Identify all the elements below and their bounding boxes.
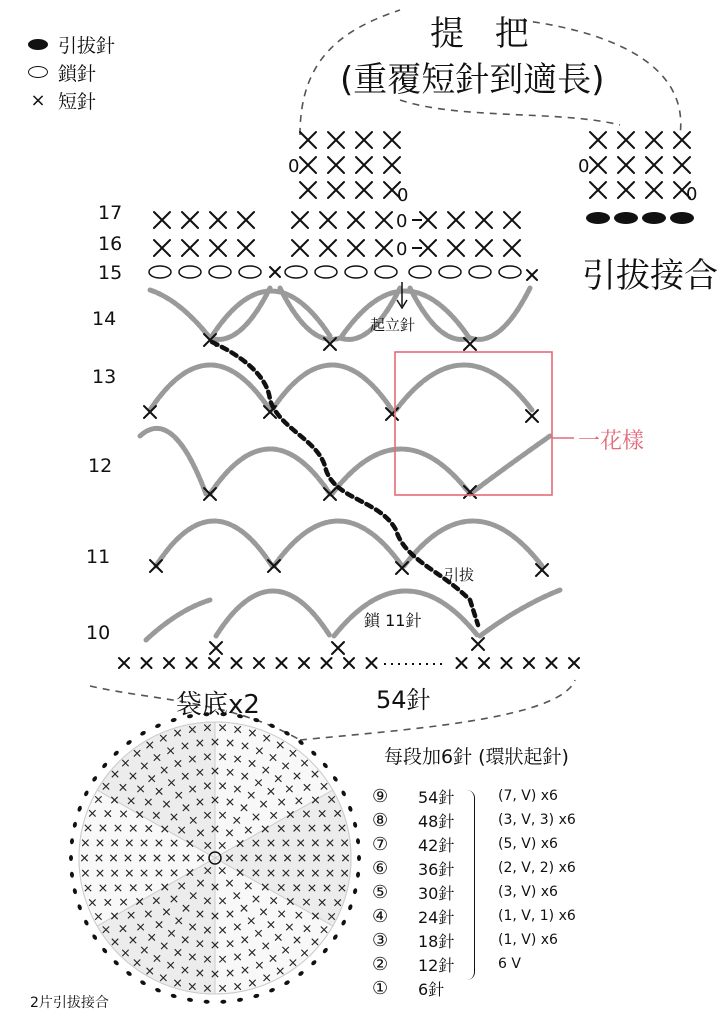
sc-mark	[504, 240, 520, 256]
filled-oval-icon	[28, 39, 48, 50]
sc-mark	[187, 658, 197, 668]
sc-mark	[674, 157, 690, 173]
round-count: 30針	[418, 883, 455, 903]
slip-join-mark	[253, 993, 260, 999]
chain-arc	[480, 590, 560, 636]
chain-arc	[332, 449, 470, 494]
guide-mid	[400, 100, 620, 125]
round-rule: (3, V, 3) x6	[498, 812, 576, 828]
chain-oval	[209, 266, 231, 278]
chain-arc	[274, 521, 402, 566]
slip-join-mark	[356, 838, 361, 844]
sc-mark	[210, 642, 222, 654]
sc-mark	[384, 157, 400, 173]
chain-arc	[470, 288, 530, 339]
zero-marker: 0	[288, 156, 300, 177]
slip-join-mark	[310, 750, 317, 757]
slip-join-mark	[220, 1000, 226, 1004]
slip-join-mark	[125, 739, 132, 746]
slip-join-mark	[77, 805, 83, 812]
slip-join-mark	[72, 821, 77, 828]
round-count: 42針	[418, 835, 455, 855]
sc-mark	[448, 212, 464, 228]
sc-mark	[154, 240, 170, 256]
chain-arc	[272, 365, 392, 410]
cross-icon: ×	[30, 89, 46, 111]
zero-marker: 0	[397, 185, 409, 206]
round-count: 36針	[418, 859, 455, 879]
row-number: 13	[92, 366, 117, 388]
round-number: ⑨	[372, 785, 389, 807]
sc-mark	[154, 212, 170, 228]
sc-mark	[674, 132, 690, 148]
sc-mark	[119, 658, 129, 668]
round-rule: (2, V, 2) x6	[498, 860, 576, 876]
sc-mark	[618, 157, 634, 173]
slip-join-mark	[91, 934, 98, 941]
chain-arc	[150, 290, 210, 338]
chain-arc	[156, 521, 272, 566]
sc-mark	[420, 212, 436, 228]
base-circle	[69, 712, 361, 1004]
sc-mark	[618, 132, 634, 148]
slip-join-mark	[332, 775, 339, 782]
chain-oval	[345, 266, 367, 278]
sc-mark	[356, 157, 372, 173]
sc-mark	[646, 157, 662, 173]
round-rule: 6 V	[498, 956, 521, 972]
round-count: 24針	[418, 907, 455, 927]
sc-mark	[590, 157, 606, 173]
sc-mark	[646, 182, 662, 198]
slip-join-mark	[356, 872, 361, 878]
slip-join-mark	[347, 904, 353, 911]
sc-mark	[420, 240, 436, 256]
sc-mark	[328, 132, 344, 148]
chain-arc	[210, 288, 270, 339]
slip-join-mark	[113, 750, 120, 757]
row-number: 10	[86, 622, 111, 644]
slip-join-mark	[352, 888, 357, 895]
slip-join-mark	[297, 970, 304, 977]
round-count: 48針	[418, 811, 455, 831]
sc-mark	[569, 658, 579, 668]
slip-join-mark	[101, 947, 108, 954]
chain-arcs	[140, 288, 560, 640]
slip-join-mark	[187, 997, 194, 1002]
handle-title: 提 把	[430, 14, 539, 54]
slip-oval	[670, 212, 694, 224]
slip-join-mark	[268, 987, 275, 993]
sc-mark	[238, 240, 254, 256]
chain-oval	[285, 266, 307, 278]
sc-mark	[299, 658, 309, 668]
sc-mark	[479, 658, 489, 668]
base-join-note: 2片引拔接合	[30, 995, 109, 1011]
round-number: ④	[372, 905, 389, 927]
sc-mark	[292, 212, 308, 228]
chain-oval	[439, 266, 461, 278]
sc-mark	[209, 658, 219, 668]
sc-mark	[384, 132, 400, 148]
chain-oval	[315, 266, 337, 278]
legend-label: 引拔針	[58, 34, 116, 57]
legend-item-chain	[28, 58, 115, 86]
slip-join-mark	[322, 947, 329, 954]
slip-join-mark	[154, 723, 161, 729]
slip-join-mark	[91, 775, 98, 782]
slip-join-mark	[83, 919, 89, 926]
slip-join-mark	[139, 730, 146, 736]
sc-mark	[320, 240, 336, 256]
sc-mark	[504, 212, 520, 228]
sc-mark	[646, 132, 662, 148]
round-brace	[464, 790, 475, 980]
chain-oval	[149, 266, 171, 278]
legend-label: 短針	[58, 90, 97, 113]
sc-mark	[502, 658, 512, 668]
sc-mark	[476, 212, 492, 228]
slip-join-mark	[341, 790, 347, 797]
round-rule: (1, V, 1) x6	[498, 908, 576, 924]
row-number: 11	[86, 546, 111, 568]
round-number: ⑦	[372, 833, 389, 855]
round-number: ③	[372, 929, 389, 951]
pattern-repeat-label: 一花樣	[578, 429, 645, 454]
sc-mark	[527, 270, 537, 280]
sc-mark	[618, 182, 634, 198]
slip-join-mark	[125, 970, 132, 977]
guide-base-right	[300, 680, 575, 740]
sc-mark	[182, 212, 198, 228]
slip-join-mark	[72, 888, 77, 895]
sc-mark	[254, 658, 264, 668]
sc-mark	[232, 658, 242, 668]
handle-subtitle: (重覆短針到適長)	[340, 60, 605, 100]
slip-join-mark	[357, 855, 361, 861]
chain-arc	[396, 365, 532, 410]
round-rule: (5, V) x6	[498, 836, 558, 852]
chain-oval	[239, 266, 261, 278]
zero-marker: 0	[578, 156, 590, 177]
sc-mark	[164, 658, 174, 668]
sc-mark	[348, 240, 364, 256]
sc-mark	[210, 212, 226, 228]
round-count: 54針	[418, 787, 455, 807]
row-number: 16	[98, 233, 123, 255]
chain-arc	[140, 428, 206, 494]
sc-mark	[356, 132, 372, 148]
chain-oval	[179, 266, 201, 278]
sc-mark	[344, 658, 354, 668]
row-number: 14	[92, 308, 117, 330]
sc-mark	[238, 212, 254, 228]
chain-oval	[409, 266, 431, 278]
sc-mark	[332, 642, 344, 654]
chain-oval	[375, 266, 397, 278]
pattern-repeat-box	[395, 352, 552, 495]
round-rule: (1, V) x6	[498, 932, 558, 948]
sc-mark	[300, 157, 316, 173]
sc-mark	[457, 658, 467, 668]
sc-mark	[367, 658, 377, 668]
sc-mark	[322, 658, 332, 668]
round-number: ②	[372, 953, 389, 975]
slip-join-mark	[113, 959, 120, 966]
round-count: 6針	[418, 979, 445, 999]
legend-label: 鎖針	[58, 62, 97, 85]
slip-oval	[586, 212, 610, 224]
sc-mark	[142, 658, 152, 668]
slip-join-mark	[310, 959, 317, 966]
sc-mark	[270, 267, 280, 277]
slip-oval	[614, 212, 638, 224]
sc-mark	[328, 182, 344, 198]
row-number: 17	[98, 202, 123, 224]
sc-mark	[376, 212, 392, 228]
base-method: 每段加6針 (環狀起針)	[384, 746, 569, 768]
sc-mark	[182, 240, 198, 256]
sc-mark	[300, 132, 316, 148]
slip-join-mark	[332, 934, 339, 941]
sc-mark	[472, 638, 484, 650]
slip-join-mark	[101, 762, 108, 769]
round-number: ⑤	[372, 881, 389, 903]
sc-mark	[590, 182, 606, 198]
slip-join-mark	[154, 987, 161, 993]
slip-join-mark	[139, 979, 146, 985]
zero-marker: 0	[686, 184, 698, 205]
slip-join-mark	[352, 821, 357, 828]
zero-marker: 0	[396, 211, 408, 232]
sc-mark	[448, 240, 464, 256]
round-number: ⑧	[372, 809, 389, 831]
chain-oval	[499, 266, 521, 278]
open-oval-icon	[28, 66, 48, 78]
chain-arc	[210, 449, 330, 494]
zero-marker: 0	[396, 239, 408, 260]
sc-mark	[590, 132, 606, 148]
sc-mark	[328, 157, 344, 173]
slip-join-mark	[70, 872, 75, 878]
round-rule: (3, V) x6	[498, 884, 558, 900]
foundation-count: 54針	[376, 686, 431, 714]
slip-join-mark	[204, 1000, 210, 1004]
slip-join-mark	[268, 723, 275, 729]
sc-mark	[348, 212, 364, 228]
round-rule: (7, V) x6	[498, 788, 558, 804]
sc-mark	[210, 240, 226, 256]
chain-label: 鎖 11針	[364, 611, 422, 630]
chain-arc	[216, 591, 330, 636]
chain-arc	[150, 365, 270, 410]
slip-join-mark	[77, 904, 83, 911]
round-number: ⑥	[372, 857, 389, 879]
chain-oval	[469, 266, 491, 278]
round-count: 12針	[418, 955, 455, 975]
sc-mark	[524, 658, 534, 668]
slip-oval	[642, 212, 666, 224]
chain-arc	[146, 600, 210, 640]
legend-item-single	[28, 86, 115, 114]
chain-arc	[212, 291, 330, 336]
sc-mark	[277, 658, 287, 668]
legend-item-slip	[28, 30, 115, 58]
slip-join-mark	[341, 919, 347, 926]
slip-join-mark	[237, 997, 244, 1002]
sc-mark	[292, 240, 308, 256]
sc-mark	[356, 182, 372, 198]
start-label: 起立針	[370, 316, 416, 334]
slip-join-mark	[283, 979, 290, 985]
slip-join-mark	[69, 855, 73, 861]
sc-mark	[547, 658, 557, 668]
row-number: 15	[98, 262, 123, 284]
slip-label: 引拔	[444, 566, 475, 584]
chain-arc	[470, 436, 550, 494]
sc-mark	[320, 212, 336, 228]
round-count: 18針	[418, 931, 455, 951]
row-number: 12	[88, 455, 113, 477]
slip-join-mark	[170, 993, 177, 999]
sc-mark	[376, 240, 392, 256]
chain-arc	[404, 521, 542, 566]
legend	[28, 30, 115, 114]
slip-join-mark	[347, 805, 353, 812]
slip-join-mark	[83, 790, 89, 797]
base-title: 袋底x2	[176, 690, 260, 720]
sc-mark	[300, 182, 316, 198]
slip-join-mark	[322, 762, 329, 769]
sc-mark	[476, 240, 492, 256]
round-number: ①	[372, 977, 389, 999]
round-row	[372, 976, 576, 1000]
handle-join-label: 引拔接合	[582, 256, 718, 296]
slip-join-mark	[70, 838, 75, 844]
